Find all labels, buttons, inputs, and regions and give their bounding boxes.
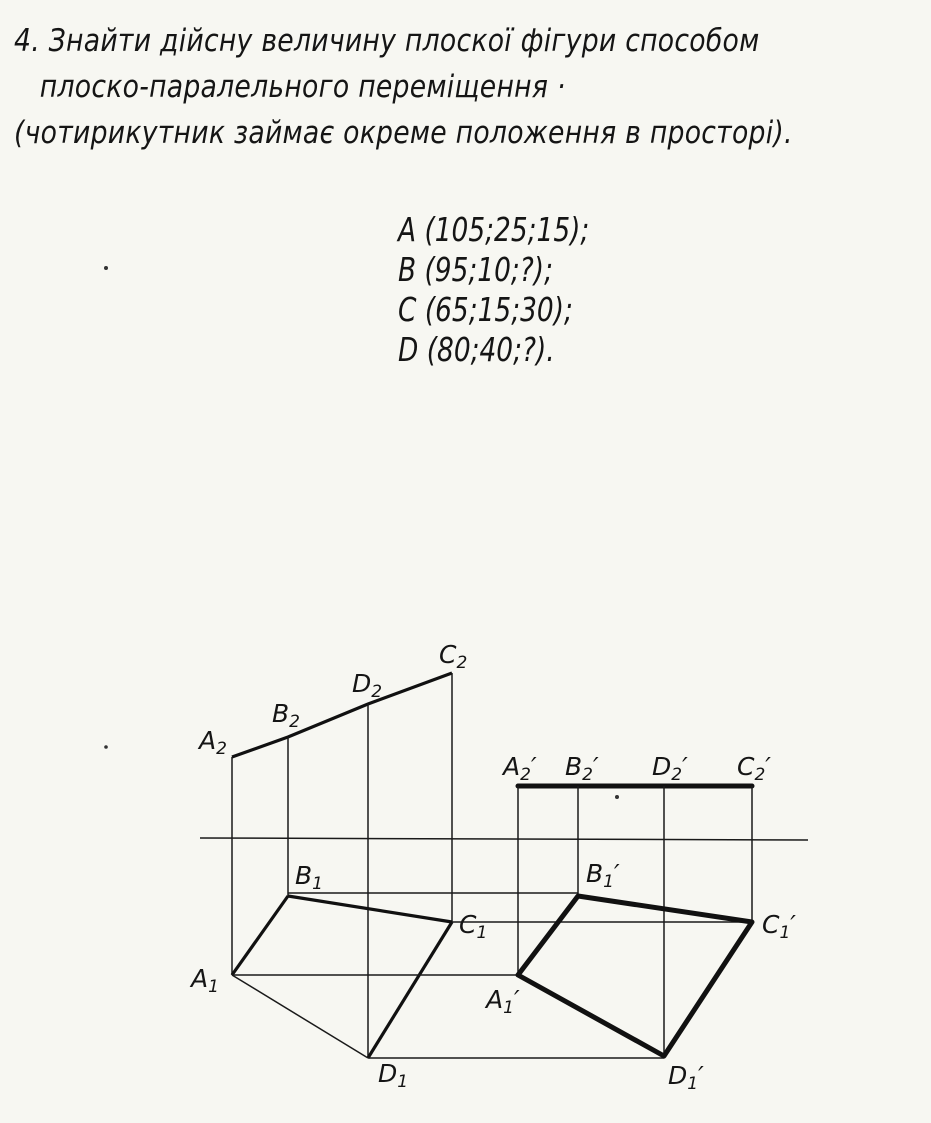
edge-a1-b1 <box>232 896 288 975</box>
label-d2-prime: $D_2'$ <box>652 752 688 785</box>
speck <box>104 266 108 270</box>
task-line-2: плоско-паралельного переміщення · <box>39 69 566 105</box>
task-line-3: (чотирикутник займає окреме положення в просторі). <box>14 115 793 151</box>
label-a2-prime: $A_2'$ <box>503 752 537 785</box>
projection-axis <box>200 838 808 840</box>
label-a2: $A_2$ <box>199 726 227 759</box>
point-a-coords: A (105;25;15); <box>398 210 590 249</box>
point-d-coords: D (80;40;?). <box>398 330 555 369</box>
label-a1: $A_1$ <box>191 964 219 997</box>
label-c2: $C_2$ <box>439 640 468 673</box>
true-shape-quadrilateral <box>518 896 752 1056</box>
point-c-coords: C (65;15;30); <box>398 290 573 329</box>
label-d1-prime: $D_1'$ <box>668 1061 704 1094</box>
point-b-coords: B (95;10;?); <box>398 250 553 289</box>
speck <box>615 795 619 799</box>
label-d1: $D_1$ <box>378 1059 409 1092</box>
label-c1-prime: $C_1'$ <box>762 910 796 943</box>
label-c2-prime: $C_2'$ <box>737 752 771 785</box>
label-b2-prime: $B_2'$ <box>565 752 599 785</box>
edge-c1-d1 <box>368 922 452 1058</box>
task-line-1: 4. Знайти дійсну величину плоскої фігури способом <box>14 23 760 59</box>
label-d2: $D_2$ <box>352 669 383 702</box>
label-a1-prime: $A_1'$ <box>486 985 520 1018</box>
edge-b1-c1 <box>288 896 452 922</box>
edge-d1-a1 <box>232 975 368 1058</box>
label-b1-prime: $B_1'$ <box>586 859 620 892</box>
label-b2: $B_2$ <box>272 699 300 732</box>
label-b1: $B_1$ <box>295 861 323 894</box>
frontal-projection-abcd <box>232 673 452 757</box>
speck <box>104 745 108 749</box>
label-c1: $C_1$ <box>459 910 488 943</box>
